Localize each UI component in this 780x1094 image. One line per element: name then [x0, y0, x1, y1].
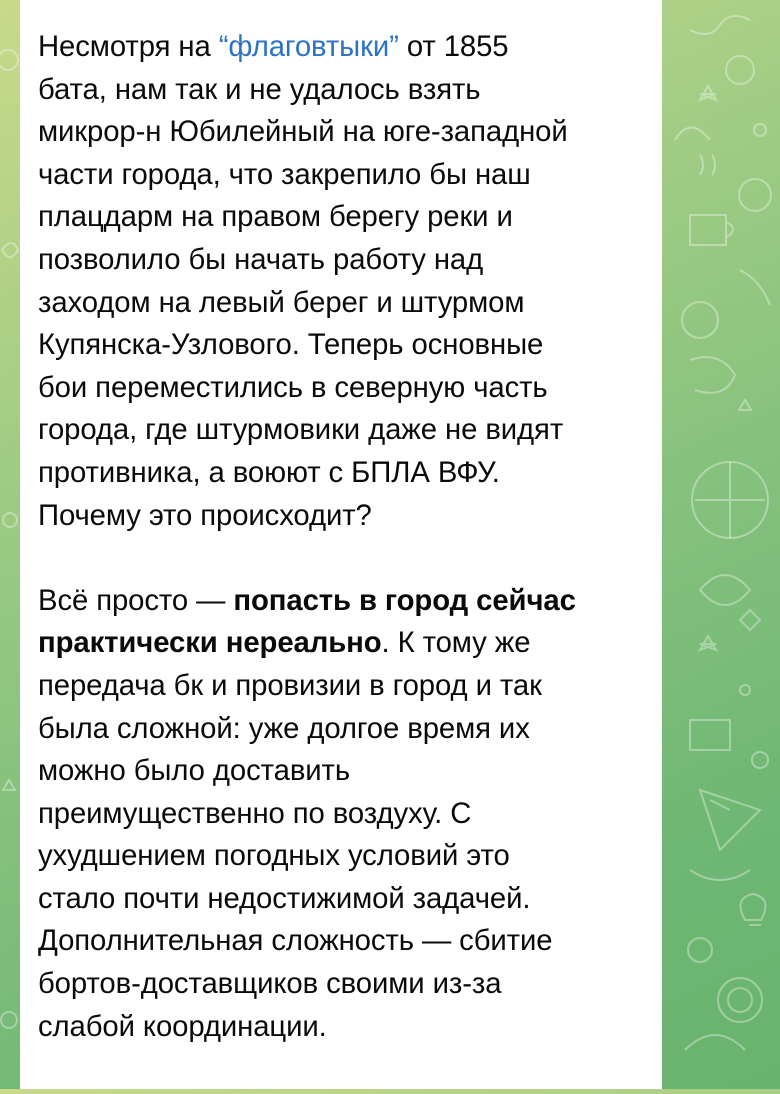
ball-icon — [718, 978, 762, 1022]
star-icon — [700, 86, 716, 100]
pizza-icon — [700, 790, 760, 850]
circle-icon — [752, 752, 768, 768]
paragraph-1-text-start: Несмотря на — [38, 30, 219, 63]
leaf-icon — [2, 243, 18, 257]
star-icon — [700, 636, 716, 650]
cup-icon — [690, 215, 733, 245]
spiral-icon — [690, 16, 750, 34]
ball-icon — [682, 302, 718, 338]
message-text — [38, 26, 652, 1048]
circle-icon — [740, 685, 750, 695]
message-paragraph-2 — [38, 580, 652, 1049]
paragraph-2-text-start: Всё просто — — [38, 583, 234, 617]
leaf-icon — [690, 357, 735, 393]
leaf-icon — [700, 575, 750, 605]
star-icon — [740, 610, 760, 630]
spiral-icon — [685, 1035, 745, 1050]
cup-icon — [690, 720, 730, 750]
paragraph-1-text-rest: от 1855 бата, нам так и не удалось взять микрор-н Юбилейный на юге-западной части города, что закрепило бы наш плацдарм на правом берегу реки и позволило бы начать работу над заходом на левый берег и штурмом Купянска-Узлового. Теперь основные бои переместились в северную часть города, где штурмовики даже не видят противника, а воюют с БПЛА ВФУ. Почему это происходит? — [38, 30, 568, 532]
circle-icon — [3, 513, 17, 527]
circle-icon — [0, 50, 18, 70]
message-paragraph-1 — [38, 26, 652, 537]
ball-icon — [695, 462, 765, 538]
leaf-icon — [740, 270, 770, 305]
spiral-icon — [690, 870, 750, 880]
circle-icon — [1, 1012, 17, 1028]
message-bubble — [20, 0, 662, 1089]
ball-icon — [728, 988, 752, 1012]
flagovtyki-link[interactable]: “флаговтыки” — [218, 30, 399, 63]
bulb-icon — [741, 894, 766, 925]
paragraph-2-bold-text: попасть в город сейчас практически нереально — [38, 583, 576, 660]
leaf-icon — [675, 128, 710, 141]
circle-icon — [688, 938, 712, 962]
star-icon — [3, 780, 15, 790]
paragraph-2-text-rest: . К тому же передача бк и провизии в город и так была сложной: уже долгое время их можно было доставить преимущественно по воздуху. С ухудшением погодных условий это стало почти недостижимой задачей. Дополнительная сложность — сбитие бортов-доставщиков своими из-за слабой координации. — [38, 626, 553, 1043]
spiral-icon — [700, 155, 715, 175]
ball-icon — [739, 179, 771, 211]
star-icon — [739, 400, 751, 410]
circle-icon — [726, 56, 754, 84]
paragraph-gap — [38, 537, 652, 580]
circle-icon — [754, 124, 766, 136]
